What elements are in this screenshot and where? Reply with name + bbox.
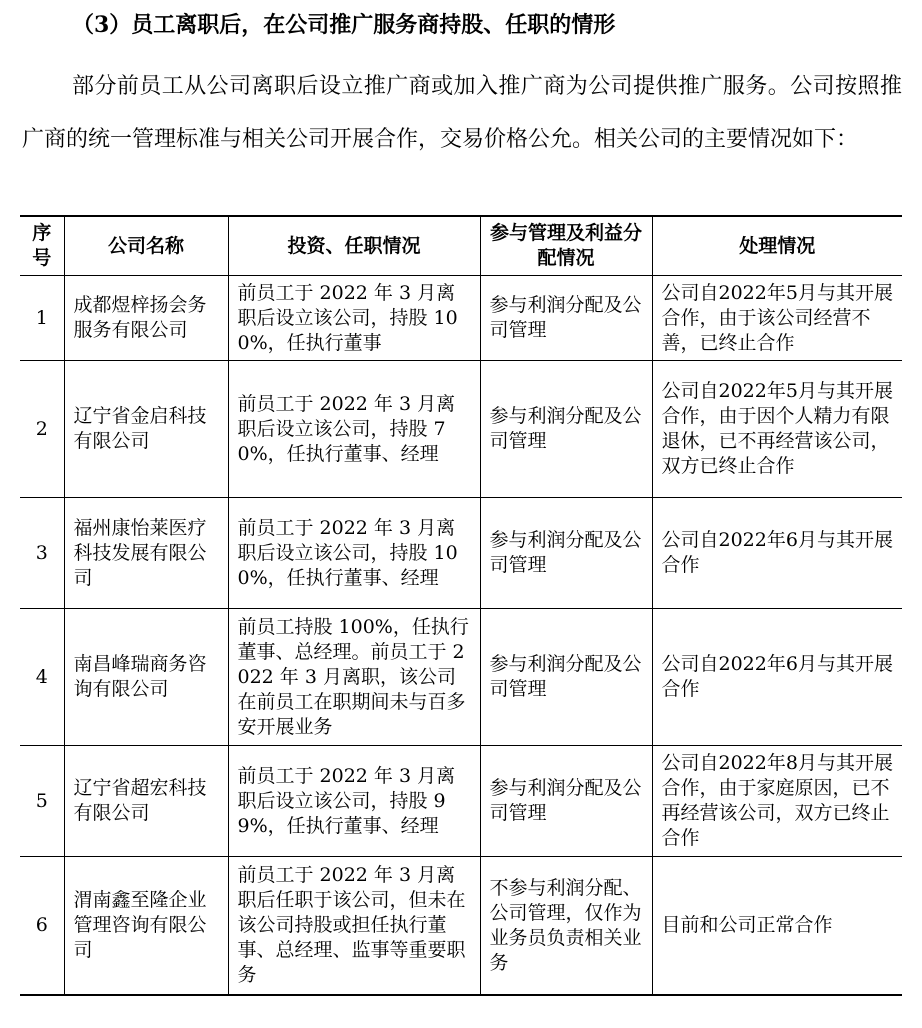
table-row bbox=[20, 498, 902, 609]
former-employee-promoters-table bbox=[20, 215, 902, 996]
cell-investment: 前员工于 2022 年 3 月离职后设立该公司，持股 70%，任执行董事、经理 bbox=[228, 361, 480, 498]
header-no: 序号 bbox=[20, 216, 64, 276]
cell-no: 3 bbox=[20, 498, 64, 609]
section-heading: （3）员工离职后，在公司推广服务商持股、任职的情形 bbox=[72, 12, 616, 38]
cell-handling: 公司自2022年5月与其开展合作，由于该公司经营不善，已终止合作 bbox=[652, 276, 902, 361]
cell-no: 2 bbox=[20, 361, 64, 498]
cell-participation: 参与利润分配及公司管理 bbox=[480, 498, 652, 609]
cell-company: 福州康怡莱医疗科技发展有限公司 bbox=[64, 498, 228, 609]
cell-handling: 公司自2022年5月与其开展合作，由于因个人精力有限退休，已不再经营该公司，双方已终止合作 bbox=[652, 361, 902, 498]
cell-investment: 前员工于 2022 年 3 月离职后设立该公司，持股 100%，任执行董事 bbox=[228, 276, 480, 361]
cell-participation: 参与利润分配及公司管理 bbox=[480, 746, 652, 857]
cell-company: 成都煜梓扬会务服务有限公司 bbox=[64, 276, 228, 361]
cell-handling: 公司自2022年6月与其开展合作 bbox=[652, 609, 902, 746]
cell-no: 6 bbox=[20, 857, 64, 996]
table-header-row bbox=[20, 216, 902, 276]
cell-no: 4 bbox=[20, 609, 64, 746]
table-row bbox=[20, 857, 902, 996]
cell-investment: 前员工于 2022 年 3 月离职后任职于该公司，但未在该公司持股或担任执行董事、总经理、监事等重要职务 bbox=[228, 857, 480, 996]
cell-company: 南昌峰瑞商务咨询有限公司 bbox=[64, 609, 228, 746]
cell-company: 渭南鑫至隆企业管理咨询有限公司 bbox=[64, 857, 228, 996]
header-investment: 投资、任职情况 bbox=[228, 216, 480, 276]
intro-paragraph: 部分前员工从公司离职后设立推广商或加入推广商为公司提供推广服务。公司按照推广商的统一管理标准与相关公司开展合作，交易价格公允。相关公司的主要情况如下： bbox=[22, 74, 902, 152]
cell-no: 1 bbox=[20, 276, 64, 361]
cell-company: 辽宁省超宏科技有限公司 bbox=[64, 746, 228, 857]
table-row bbox=[20, 276, 902, 361]
cell-company: 辽宁省金启科技有限公司 bbox=[64, 361, 228, 498]
cell-investment: 前员工于 2022 年 3 月离职后设立该公司，持股 99%，任执行董事、经理 bbox=[228, 746, 480, 857]
table-row bbox=[20, 609, 902, 746]
table-row bbox=[20, 746, 902, 857]
table-row bbox=[20, 361, 902, 498]
cell-investment: 前员工持股 100%，任执行董事、总经理。前员工于 2022 年 3 月离职，该公司在前员工在职期间未与百多安开展业务 bbox=[228, 609, 480, 746]
cell-participation: 参与利润分配及公司管理 bbox=[480, 361, 652, 498]
cell-investment: 前员工于 2022 年 3 月离职后设立该公司，持股 100%，任执行董事、经理 bbox=[228, 498, 480, 609]
cell-participation: 参与利润分配及公司管理 bbox=[480, 276, 652, 361]
cell-participation: 不参与利润分配、公司管理，仅作为业务员负责相关业务 bbox=[480, 857, 652, 996]
cell-participation: 参与利润分配及公司管理 bbox=[480, 609, 652, 746]
cell-handling: 公司自2022年6月与其开展合作 bbox=[652, 498, 902, 609]
cell-handling: 公司自2022年8月与其开展合作，由于家庭原因，已不再经营该公司，双方已终止合作 bbox=[652, 746, 902, 857]
header-handling: 处理情况 bbox=[652, 216, 902, 276]
cell-handling: 目前和公司正常合作 bbox=[652, 857, 902, 996]
cell-no: 5 bbox=[20, 746, 64, 857]
header-company: 公司名称 bbox=[64, 216, 228, 276]
header-participation: 参与管理及利益分配情况 bbox=[480, 216, 652, 276]
